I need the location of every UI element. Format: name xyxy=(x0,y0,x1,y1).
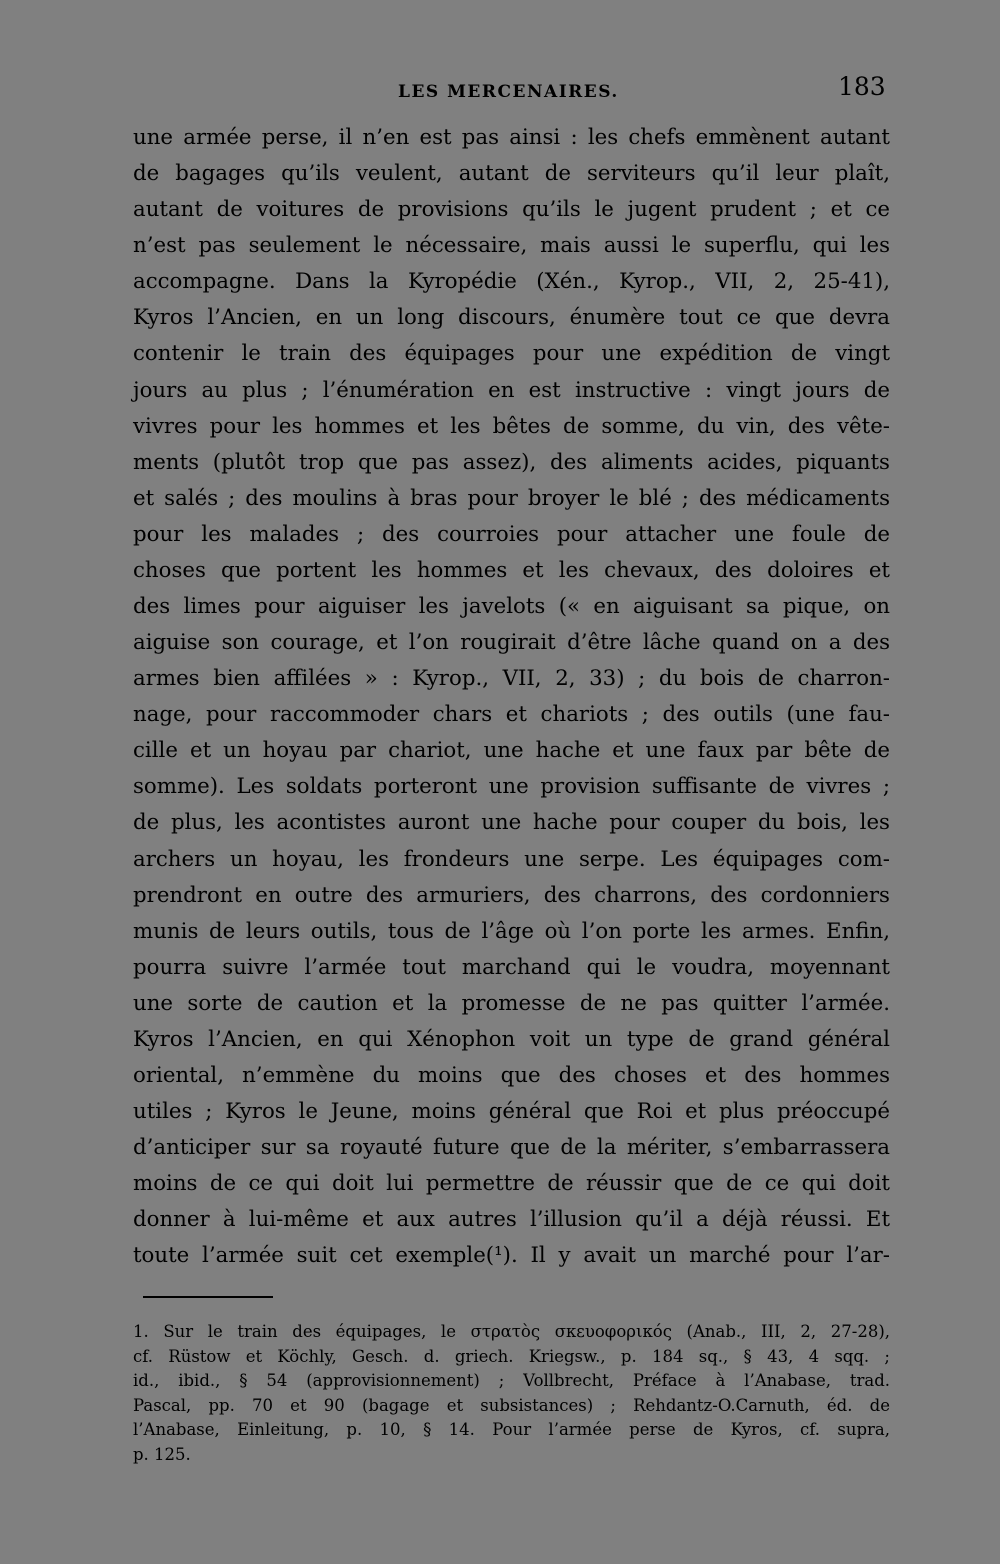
footnotes xyxy=(133,1320,890,1467)
text-line: des limes pour aiguiser les javelots (« en aiguisant sa pique, on xyxy=(133,594,890,620)
text-line: somme). Les soldats porteront une provision suffisante de vivres ; xyxy=(133,774,890,800)
text-line: munis de leurs outils, tous de l’âge où l’on porte les armes. Enfin, xyxy=(133,918,890,944)
text-line: contenir le train des équipages pour une expédition de vingt xyxy=(133,341,890,367)
text-line: ments (plutôt trop que pas assez), des aliments acides, piquants xyxy=(133,449,890,475)
text-line: et salés ; des moulins à bras pour broyer le blé ; des médicaments xyxy=(133,485,890,511)
text-line: une sorte de caution et la promesse de ne pas quitter l’armée. xyxy=(133,990,890,1016)
text-line: pourra suivre l’armée tout marchand qui le voudra, moyennant xyxy=(133,954,890,980)
footnote-line: id., ibid., § 54 (approvisionnement) ; Vollbrecht, Préface à l’Anabase, trad. xyxy=(133,1371,890,1390)
running-title: LES MERCENAIRES. xyxy=(398,82,619,102)
text-line: donner à lui-même et aux autres l’illusion qu’il a déjà réussi. Et xyxy=(133,1207,890,1233)
text-line: de bagages qu’ils veulent, autant de serviteurs qu’il leur plaît, xyxy=(133,161,890,187)
text-line: archers un hoyau, les frondeurs une serpe. Les équipages com- xyxy=(133,846,890,872)
text-line: une armée perse, il n’en est pas ainsi : les chefs emmènent autant xyxy=(133,125,890,150)
page-number: 183 xyxy=(838,72,886,101)
footnote-line: l’Anabase, Einleitung, p. 10, § 14. Pour l’armée perse de Kyros, cf. supra, xyxy=(133,1420,890,1439)
text-line: Kyros l’Ancien, en qui Xénophon voit un type de grand général xyxy=(133,1026,890,1052)
footnote-line: 1. Sur le train des équipages, le στρατὸς σκευοφορικός (Anab., III, 2, 27-28), xyxy=(133,1322,890,1341)
footnote-line: cf. Rüstow et Köchly, Gesch. d. griech. Kriegsw., p. 184 sq., § 43, 4 sqq. ; xyxy=(133,1346,890,1366)
text-line: cille et un hoyau par chariot, une hache et une faux par bête de xyxy=(133,738,890,764)
text-line: toute l’armée suit cet exemple(¹). Il y avait un marché pour l’ar- xyxy=(133,1243,890,1269)
footnote-line: p. 125. xyxy=(133,1444,191,1464)
body-text xyxy=(133,120,890,1275)
text-line: nage, pour raccommoder chars et chariots ; des outils (une fau- xyxy=(133,702,890,728)
text-line: jours au plus ; l’énumération en est instructive : vingt jours de xyxy=(133,377,890,403)
text-line: armes bien affilées » : Kyrop., VII, 2, 33) ; du bois de charron- xyxy=(133,666,890,692)
footnote-line: Pascal, pp. 70 et 90 (bagage et subsistances) ; Rehdantz-O.Carnuth, éd. de xyxy=(133,1395,890,1415)
footnote-separator xyxy=(143,1296,273,1298)
text-line: vivres pour les hommes et les bêtes de somme, du vin, des vête- xyxy=(133,413,890,439)
text-line: prendront en outre des armuriers, des charrons, des cordonniers xyxy=(133,882,890,908)
text-line: utiles ; Kyros le Jeune, moins général que Roi et plus préoccupé xyxy=(133,1099,890,1125)
text-line: d’anticiper sur sa royauté future que de la mériter, s’embarrassera xyxy=(133,1135,890,1161)
text-line: choses que portent les hommes et les chevaux, des doloires et xyxy=(133,557,890,583)
text-line: pour les malades ; des courroies pour attacher une foule de xyxy=(133,521,890,547)
text-line: Kyros l’Ancien, en un long discours, énumère tout ce que devra xyxy=(133,305,890,331)
text-line: autant de voitures de provisions qu’ils le jugent prudent ; et ce xyxy=(133,197,890,223)
text-line: oriental, n’emmène du moins que des choses et des hommes xyxy=(133,1063,890,1089)
text-line: de plus, les acontistes auront une hache pour couper du bois, les xyxy=(133,810,890,836)
text-line: moins de ce qui doit lui permettre de réussir que de ce qui doit xyxy=(133,1171,890,1197)
text-line: aiguise son courage, et l’on rougirait d’être lâche quand on a des xyxy=(133,630,890,656)
text-line: n’est pas seulement le nécessaire, mais aussi le superflu, qui les xyxy=(133,233,890,259)
text-line: accompagne. Dans la Kyropédie (Xén., Kyrop., VII, 2, 25-41), xyxy=(133,269,890,295)
